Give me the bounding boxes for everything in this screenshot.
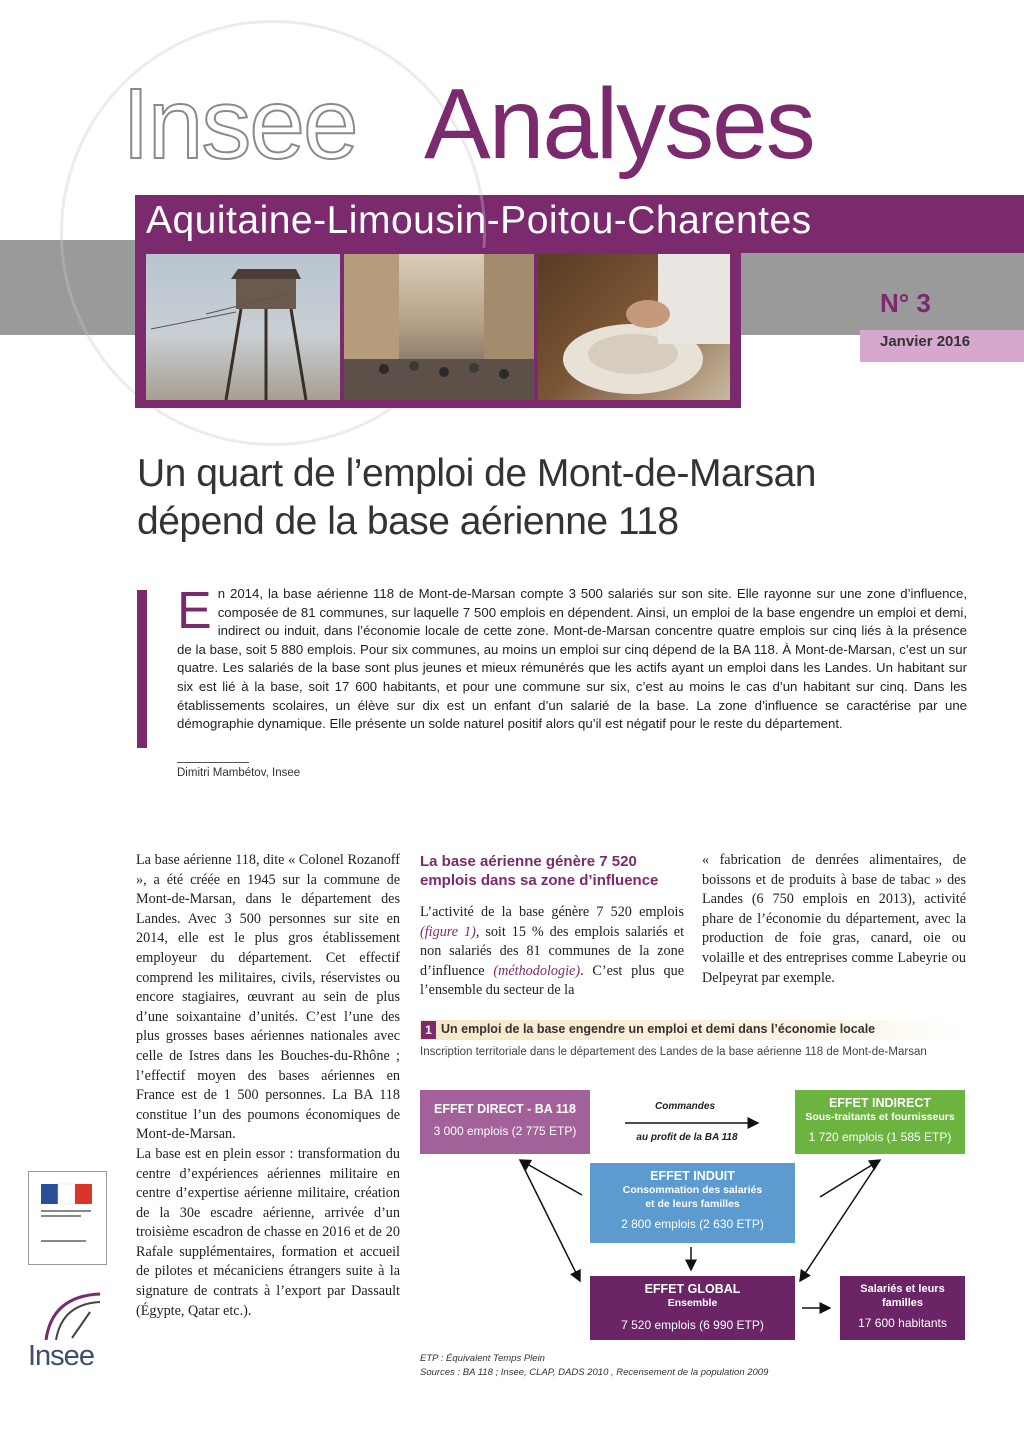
abstract-text: n 2014, la base aérienne 118 de Mont-de-Marsan compte 3 500 salariés sur son site. Elle rayonne sur une zone d’influence, composée de 81 communes, sur laquelle 7 500 emplois en dépendent. Ainsi, un emploi de la base engendre un emploi et demi, indirect ou induit, dans l’économie locale de cette zone. Mont-de-Marsan concentre quatre emplois sur cinq liés à la présence de la base, soit 5 880 emplois. Pour six communes, au moins un emploi sur cinq dépend de la BA 118. À Mont-de-Marsan, c’est un sur quatre. Les salariés de la base sont plus jeunes et mieux rémunérés que les actifs ayant un emploi dans les Landes. Un habitant sur six est lié à la base, soit 17 600 habitants, et pour une commune sur six, c’est au moins le cas d’un habitant sur cinq. Dans les établissements scolaires, un élève sur dix est un enfant d’un salarié de la base. La zone d’influence se caractérise par une démographie dynamique. Elle présente un solde naturel positif alors qu’il est négatif pour le reste du département. (177, 586, 967, 732)
brand-insee: Insee (122, 68, 357, 180)
methodology-link[interactable]: (méthodologie) (493, 962, 581, 979)
author: Dimitri Mambétov, Insee (177, 767, 301, 779)
effet-indirect-title: EFFET INDIRECT (828, 1096, 932, 1110)
families-box (840, 1276, 965, 1340)
commandes-sublabel: au profit de la BA 118 (636, 1132, 738, 1143)
effet-induit-title: EFFET INDUIT (650, 1169, 735, 1183)
body-text: L’activité de la base génère 7 520 emplois (420, 904, 684, 920)
body-paragraph (420, 903, 684, 1001)
commandes-label: Commandes (654, 1101, 715, 1112)
figure-link[interactable]: (figure 1) (420, 923, 476, 940)
abstract-dropcap: E (177, 582, 212, 640)
republique-francaise-icon (29, 1172, 106, 1264)
note-sources: Sources : BA 118 ; Insee, CLAP, DADS 2010 , Recensement de la population 2009 (420, 1367, 769, 1378)
ministry-logo (28, 1171, 107, 1265)
body-text: . C’est plus que l’ensemble du secteur de la (420, 962, 684, 999)
arrow-indirect-global (800, 1160, 880, 1281)
effet-global-title: EFFET GLOBAL (644, 1282, 741, 1296)
abstract (177, 582, 967, 734)
effet-induit-sub2: et de leurs familles (645, 1198, 740, 1210)
figure-number: 1 (421, 1021, 436, 1039)
body-paragraph: La base est en plein essor : transformation du centre d’expériences aériennes militaire en centre d’expertise aérienne militaire, création de la 30e escadre aérienne, arrivée d’un troisième escadron de chasse en 2016 et de 20 Rafale supplémentaires, formation et accueil de pilotes et mécaniciens étrangers suite à la signature de contrats à l’export par Dassault (Égypte, Qatar etc.). (136, 1145, 400, 1319)
insee-logo-text: Insee (28, 1340, 94, 1372)
effet-global-box (590, 1276, 795, 1340)
arrow-direct-global (520, 1160, 580, 1281)
effet-indirect-sub: Sous-traitants et fournisseurs (805, 1111, 955, 1123)
families-value: 17 600 habitants (858, 1316, 947, 1330)
effet-induit-value: 2 800 emplois (2 630 ETP) (621, 1217, 764, 1231)
issue-number: N° 3 (880, 288, 931, 318)
body-paragraph: La base aérienne 118, dite « Colonel Rozanoff », a été créée en 1945 sur la commune de Mont-de-Marsan, dans le département des Landes. Avec 3 500 personnes sur site en 2014, elle est le plus gros établissement employeur du département. Cet effectif comprend les militaires, civils, réservistes ou encore stagiaires, œuvrant au sein de plus d’une soixantaine d’unités. C’est l’une des plus grosses bases aériennes nationales avec celle de Istres dans les Bouches-du-Rhône ; l’effectif moyen des bases aériennes en France est de 1 500 personnes. La BA 118 constitue l’un des poumons économiques de Mont-de-Marsan. (136, 852, 400, 1143)
section-title: La base aérienne génère 7 520 emplois dans sa zone d’influence (420, 853, 659, 889)
body-text: , soit 15 % des emplois salariés et non salariés des 81 communes de la zone d’influence (420, 923, 685, 979)
brand-analyses: Analyses (424, 68, 814, 180)
page-title: Un quart de l’emploi de Mont-de-Marsan dépend de la base aérienne 118 (137, 452, 817, 544)
body-paragraph: « fabrication de denrées alimentaires, de boissons et de produits à base de tabac » des Landes (6 750 emplois en 2013), activité phare de l’économie du département, avec la production de foie gras, canard, oie ou volaille et des entreprises comme Labeyrie ou Delpeyrat par exemple. (702, 852, 966, 986)
effet-induit-sub1: Consommation des salariés (622, 1184, 763, 1196)
effet-indirect-box (795, 1090, 965, 1154)
figure-subtitle: Inscription territoriale dans le département des Landes de la base aérienne 118 de Mont-de-Marsan (420, 1046, 927, 1058)
photo-street-crowd (344, 254, 534, 400)
photo-craftsman (538, 254, 730, 400)
author-rule (177, 762, 249, 763)
craftsman-illustration (538, 254, 730, 400)
fishing-hut-illustration (146, 254, 340, 400)
body-column-2 (420, 903, 684, 1001)
photo-fishing-hut (146, 254, 340, 400)
effet-indirect-value: 1 720 emplois (1 585 ETP) (808, 1130, 952, 1144)
note-etp: ETP : Équivalent Temps Plein (420, 1353, 545, 1364)
arrow-induit-indirect (820, 1160, 880, 1197)
effet-global-value: 7 520 emplois (6 990 ETP) (621, 1318, 764, 1332)
figure-title: Un emploi de la base engendre un emploi et demi dans l’économie locale (441, 1022, 876, 1036)
effet-direct-value: 3 000 emplois (2 775 ETP) (433, 1124, 577, 1138)
issue-date: Janvier 2016 (880, 333, 971, 350)
region-title: Aquitaine-Limousin-Poitou-Charentes (146, 199, 812, 242)
families-title-1: Salariés et leurs (860, 1283, 945, 1295)
body-column-1 (136, 851, 400, 1321)
street-illustration (344, 254, 534, 400)
body-column-3 (702, 851, 966, 988)
effet-induit-box (590, 1163, 795, 1243)
figure-notes (420, 1352, 768, 1380)
insee-logo-icon (42, 1290, 104, 1342)
effet-direct-title: EFFET DIRECT - BA 118 (434, 1102, 576, 1116)
effet-global-sub: Ensemble (667, 1297, 718, 1309)
effet-direct-box (420, 1090, 590, 1154)
families-title-2: familles (882, 1297, 923, 1309)
abstract-bar (137, 590, 147, 748)
